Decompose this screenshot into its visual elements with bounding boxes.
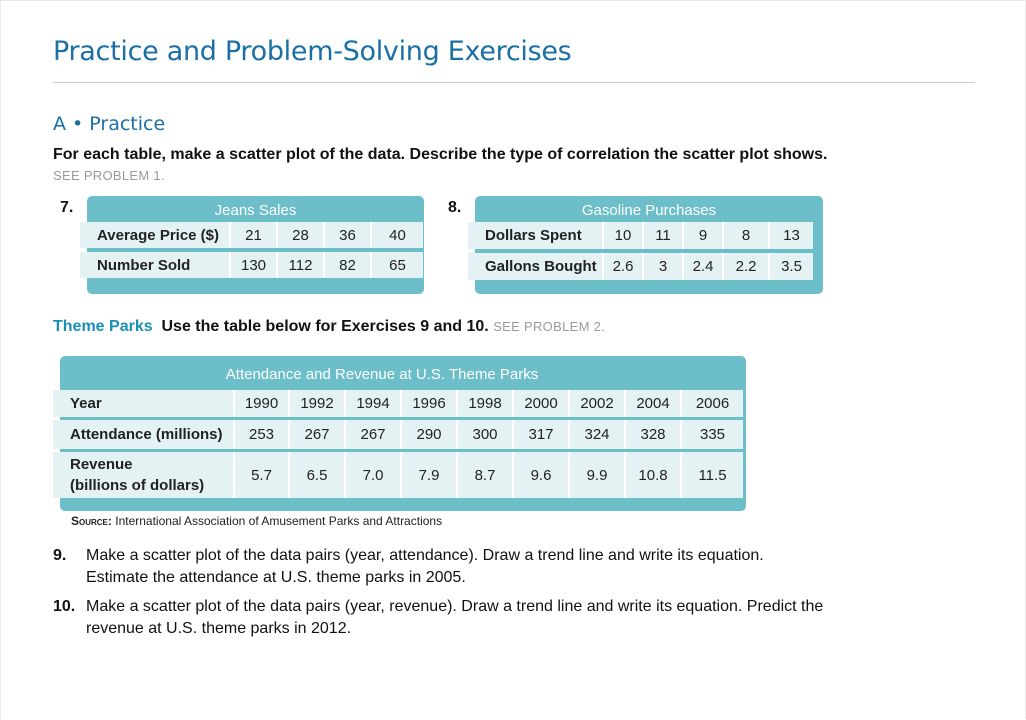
row-label: Dollars Spent <box>468 222 604 249</box>
table-cell: 9.9 <box>570 452 626 498</box>
table-cell: 40 <box>372 222 423 248</box>
table-cell: 130 <box>231 252 278 278</box>
gasoline-purchases-table <box>475 196 823 294</box>
table-cell: 28 <box>278 222 325 248</box>
table-cell: 328 <box>626 420 682 449</box>
table-cell: 2004 <box>626 390 682 417</box>
table-cell: 82 <box>325 252 372 278</box>
table-cell: 253 <box>235 420 290 449</box>
section-heading: A • Practice <box>53 113 166 135</box>
table-cell: 8.7 <box>458 452 514 498</box>
exercise-8-number: 8. <box>448 199 462 216</box>
exercise-9-text: Make a scatter plot of the data pairs (year, attendance). Draw a trend line and write its equation. Estimate the attendance at U.S. theme parks in 2005. <box>86 547 764 586</box>
table-cell: 300 <box>458 420 514 449</box>
theme-parks-table <box>60 356 746 511</box>
table-cell: 21 <box>231 222 278 248</box>
table-cell: 8 <box>724 222 770 249</box>
table-cell: 290 <box>402 420 458 449</box>
instructions-text: For each table, make a scatter plot of the data. Describe the type of correlation the scatter plot shows. <box>53 146 828 163</box>
table-cell: 267 <box>346 420 402 449</box>
table-cell: 3.5 <box>770 253 813 280</box>
row-label: Attendance (millions) <box>53 420 235 449</box>
exercise-10 <box>53 596 843 640</box>
table-cell: 5.7 <box>235 452 290 498</box>
title-divider <box>53 82 975 83</box>
revenue-label-line1: Revenue <box>70 456 133 473</box>
table-row <box>53 420 743 449</box>
row-label: Year <box>53 390 235 417</box>
table-cell: 317 <box>514 420 570 449</box>
table-cell: 6.5 <box>290 452 346 498</box>
table-row <box>53 390 743 417</box>
table-cell: 267 <box>290 420 346 449</box>
table-cell: 11 <box>644 222 684 249</box>
table-cell: 7.9 <box>402 452 458 498</box>
table-cell: 335 <box>682 420 743 449</box>
table-row <box>80 222 423 248</box>
table-cell: 36 <box>325 222 372 248</box>
revenue-label-line2: (billions of dollars) <box>70 477 205 494</box>
source-label: Source: <box>71 514 112 528</box>
table-cell: 9 <box>684 222 724 249</box>
table-cell: 3 <box>644 253 684 280</box>
table-cell: 9.6 <box>514 452 570 498</box>
table-cell: 7.0 <box>346 452 402 498</box>
table-cell: 1990 <box>235 390 290 417</box>
table-cell: 112 <box>278 252 325 278</box>
table-cell: 2000 <box>514 390 570 417</box>
table-cell: 11.5 <box>682 452 743 498</box>
table-cell: 1996 <box>402 390 458 417</box>
table-cell: 2002 <box>570 390 626 417</box>
exercise-7-number: 7. <box>60 199 74 216</box>
table-source <box>71 514 442 528</box>
instructions-reference: SEE PROBLEM 1. <box>53 168 165 183</box>
table-row <box>468 253 813 280</box>
table-cell: 13 <box>770 222 813 249</box>
table-cell: 1994 <box>346 390 402 417</box>
theme-parks-label: Theme Parks <box>53 318 153 335</box>
table-row <box>80 252 423 278</box>
theme-parks-intro <box>53 318 605 336</box>
table-cell: 65 <box>372 252 423 278</box>
row-label: Number Sold <box>80 252 231 278</box>
instructions <box>53 144 853 186</box>
table-cell: 2.6 <box>604 253 644 280</box>
jeans-sales-title: Jeans Sales <box>214 202 297 219</box>
table-row <box>53 452 743 498</box>
exercise-10-text: Make a scatter plot of the data pairs (year, revenue). Draw a trend line and write its equation. Predict the revenue at U.S. theme parks in 2012. <box>86 598 824 637</box>
table-cell: 10.8 <box>626 452 682 498</box>
jeans-sales-table <box>87 196 424 294</box>
table-cell: 2.2 <box>724 253 770 280</box>
row-label: Average Price ($) <box>80 222 231 248</box>
table-cell: 10 <box>604 222 644 249</box>
theme-parks-table-title: Attendance and Revenue at U.S. Theme Parks <box>225 366 539 383</box>
exercise-9-number: 9. <box>53 547 67 564</box>
page-title: Practice and Problem-Solving Exercises <box>53 36 572 67</box>
table-cell: 324 <box>570 420 626 449</box>
table-cell: 2006 <box>682 390 743 417</box>
source-text: International Association of Amusement Parks and Attractions <box>115 514 443 528</box>
exercise-10-number: 10. <box>53 598 76 615</box>
table-cell: 2.4 <box>684 253 724 280</box>
row-label <box>53 452 235 498</box>
table-cell: 1992 <box>290 390 346 417</box>
gasoline-purchases-title: Gasoline Purchases <box>581 202 717 219</box>
row-label: Gallons Bought <box>468 253 604 280</box>
theme-parks-reference: SEE PROBLEM 2. <box>493 319 606 334</box>
exercise-9 <box>53 545 843 589</box>
table-row <box>468 222 813 249</box>
theme-parks-text: Use the table below for Exercises 9 and 10. <box>161 318 489 335</box>
table-cell: 1998 <box>458 390 514 417</box>
